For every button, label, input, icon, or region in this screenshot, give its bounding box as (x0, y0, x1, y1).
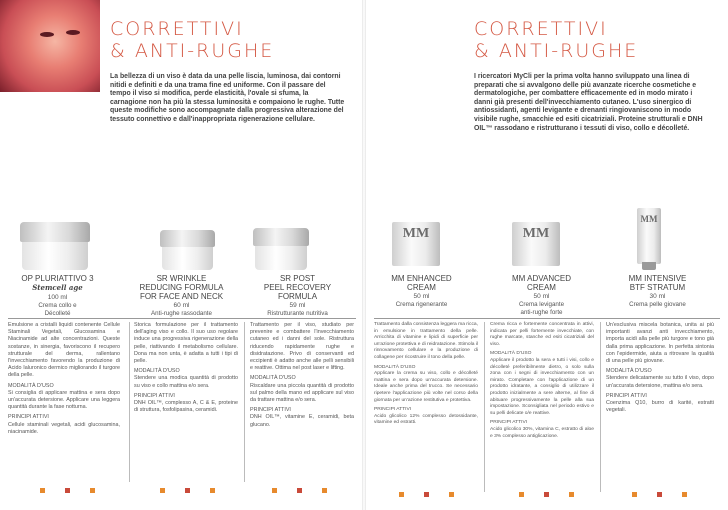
decor-square-icon (632, 492, 637, 497)
product-desc-line: anti-rughe forte (520, 308, 563, 316)
product-image-sr-post-peel (253, 228, 309, 270)
title-line1: CORRETTIVI (474, 18, 608, 40)
decor-square-icon (399, 492, 404, 497)
decor-square-icon (65, 488, 70, 493)
product-description-column (490, 322, 594, 440)
decor-square-icon (569, 492, 574, 497)
product-name-line: CREAM (407, 283, 436, 292)
product-name (600, 274, 715, 292)
use-heading: MODALITÀ D'USO (250, 375, 296, 382)
intro-paragraph: I ricercatori MyCli per la prima volta hanno sviluppato una linea di preparati che si avvalgono delle più avanzate ricerche cosmetiche e dermatologiche, per combattere efficacemente ed in modo mirato i danni già presenti dell'invecchiamento cutaneo. L'uso sinergico di antiossidanti, agenti levigante e drenanti ringiovaniscono in modo visibile rughe, smacchie ed esiti cicatriziali. Proteine strutturali e DNH OIL™ rassodano e ristrutturano i tessuti di viso, collo e décolleté. (474, 73, 703, 132)
decor-square-icon (657, 492, 662, 497)
decor-square-icon (519, 492, 524, 497)
decor-square-icon (185, 488, 190, 493)
active-heading: PRINCIPI ATTIVI (374, 407, 412, 413)
decor-square-icon (297, 488, 302, 493)
product-description-column (134, 322, 238, 414)
product-name-line: BTF STRATUM (629, 283, 686, 292)
decor-square-icon (210, 488, 215, 493)
product-name-line: OP PLURIATTIVO 3 (21, 274, 94, 283)
use-text: Riscaldare una piccola quantità di prodotto sul palmo della mano ed applicare sul viso da trattare mattina e/o sera. (250, 382, 354, 404)
title-line2: & ANTI-RUGHE (110, 40, 275, 62)
product-name (484, 274, 599, 292)
active-heading: PRINCIPI ATTIVI (134, 392, 175, 399)
product-name-line: SR WRINKLE (156, 274, 207, 283)
active-text: DNH OIL™, complesso A, C & E, proteine di struttura, fosfolipasina, ceramidi. (134, 400, 238, 414)
face-photo (0, 0, 100, 92)
use-heading: MODALITÀ D'USO (134, 368, 180, 375)
jar-lid (160, 230, 215, 247)
decor-square-icon (682, 492, 687, 497)
divider (374, 318, 720, 319)
active-text: DNH OIL™, vitamine E, ceramidi, beta glucano. (250, 414, 354, 428)
product-name (240, 274, 355, 301)
decor-square-icon (544, 492, 549, 497)
intro-text-left (110, 73, 345, 125)
active-heading: PRINCIPI ATTIVI (606, 392, 647, 399)
product-desc (0, 302, 115, 317)
product-image-mm-enhanced (392, 222, 440, 266)
product-name-line: SR POST (279, 274, 316, 283)
product-name-line: FOR FACE AND NECK (139, 292, 224, 301)
product-name-line: MM INTENSIVE (628, 274, 687, 283)
use-heading: MODALITÀ D'USO (8, 382, 54, 389)
product-paragraph: Un'esclusiva miscela botanica, unita ai più importanti avanzi anti invecchiamento, importa acidi alla pelle più turgore e tono già dalla prima applicazione. In perfetta sintonia con l'epidermide, aiuta a ritrovare la qualità di una pelle più giovane. (606, 322, 714, 365)
product-desc (124, 310, 239, 318)
intro-text-right (474, 73, 709, 133)
mm-logo: MM (640, 213, 658, 224)
product-paragraph: Crema ricca e fortemente concentrata in attivi, indicata per pelli fortemente invecchiate, con rughe marcate, stanche ed esiti cicatriziali del viso. (490, 322, 594, 347)
use-heading: MODALITÀ D'USO (606, 368, 652, 375)
product-paragraph: Trattamento per il viso, studiato per prevenire e combattere l'invecchiamento cutaneo ed i danni del sole. Ristruttura riducendo rapidamente rughe e disidratazione. Privo di conservanti ed eccipienti è adatto anche alle pelli sensibili e reattive. Ottima nel post laser e lifting. (250, 322, 354, 372)
product-description-column (374, 322, 478, 427)
jar-body (22, 242, 88, 270)
product-name (0, 274, 115, 292)
product-desc-line: Crema rigenerante (395, 301, 448, 308)
active-text: Acido glicolico 30%, vitamina C, estratto di aloe e 3% complesso antiglicazione. (490, 426, 594, 439)
decor-square-icon (449, 492, 454, 497)
product-paragraph: Storica formulazione per il trattamento dell'aging viso e collo. Il suo uso regolare induce una progressiva rigenerazione della pelle, riattivando il metabolismo cellulare. Dona ma non unta, è adatta a tutti i tipi di pelle. (134, 322, 238, 365)
product-image-mm-intensive (637, 208, 661, 264)
product-name-line: REDUCING FORMULA (139, 283, 224, 292)
product-image-mm-advanced (512, 222, 560, 266)
decor-square-icon (40, 488, 45, 493)
active-heading: PRINCIPI ATTIVI (8, 414, 49, 421)
use-text: Stendere delicatamente su tutto il viso, dopo un'accurata detersione, mattina e/o sera. (606, 375, 714, 389)
use-heading: MODALITÀ D'USO (374, 364, 416, 370)
product-size: 100 ml (47, 294, 68, 301)
jar-lid (20, 222, 90, 242)
product-paragraph: Trattamento dalla consistenza leggera ma ricca, in emulsione in trattamento della pelle. Arricchita di vitamine e lipidi di superficie per un'azione protettiva e di reidratazione. Stimola il rinnovamento cellulare e la produzione di collagene per ricostruire il tono della pelle. (374, 322, 478, 360)
jar-body (162, 247, 214, 270)
product-name (124, 274, 239, 301)
active-heading: PRINCIPI ATTIVI (490, 420, 528, 426)
jar-body (255, 246, 308, 270)
product-desc-line: Anti-rughe rassodante (151, 310, 212, 317)
product-name-line: MM ENHANCED (391, 274, 452, 283)
active-text: Coenzima Q10, burro di karité, estratti vegetali. (606, 400, 714, 414)
face-eye-icon (40, 32, 54, 37)
use-text: Applicare il prodotto la sera e tutti i visi, collo e décolleté preferibilmente dietro, o solo sulla zona con i segni di invecchiamento con un mirato. Completare con l'applicazione di un prodotto idratante, a consiglio di utilizzare il prodotto inizialmente a sere alterne, al fine di abituare progressivamente la pelle alla sua impostazione. Sconsigliata nel periodo estivo e su pelli delicate o/e reattive. (490, 357, 594, 416)
column-divider (600, 322, 601, 492)
product-description-column (250, 322, 354, 429)
title-line1: CORRETTIVI (110, 18, 244, 40)
product-size: 30 ml (649, 293, 666, 300)
decor-square-icon (272, 488, 277, 493)
product-desc-line: Crema levigante (518, 301, 565, 308)
right-page (364, 0, 728, 510)
use-heading: MODALITÀ D'USO (490, 351, 532, 357)
product-desc (364, 301, 479, 309)
product-description-column (606, 322, 714, 414)
product-desc-line: Crema pelle giovane (629, 301, 686, 308)
divider (8, 318, 356, 319)
column-divider (129, 322, 130, 482)
product-size: 50 ml (413, 293, 430, 300)
title-line2: & ANTI-RUGHE (474, 40, 639, 62)
product-desc-line: Décolleté (44, 309, 71, 317)
product-name-line: FORMULA (277, 292, 318, 301)
column-divider (244, 322, 245, 482)
active-text: Acido glicolico 12% complesso detossidante, vitamine ed estratti. (374, 413, 478, 426)
use-text: Si consiglia di applicare mattina e sera dopo un'accurata detersione. Applicare una leggera quantità durante la fase notturna. (8, 389, 120, 411)
product-image-op-pluriattivo (20, 222, 90, 270)
product-paragraph: Emulsione a cristalli liquidi contenente Cellule Staminali Vegetali, Glucosamina e Niacinamide ad alte concentrazioni. Queste sostanze, in sinergia, favoriscono il recupero strutturale del derma, rallentano l'invecchiamento favorendo la produzione di Acido Ialuronico dermico migliorando il turgore della pelle. (8, 322, 120, 379)
product-desc (240, 310, 355, 318)
bottle-cap (642, 262, 656, 270)
product-size: 59 ml (289, 302, 306, 309)
jar-lid (253, 228, 309, 246)
product-image-sr-wrinkle (160, 230, 215, 270)
use-text: Applicare la crema su viso, collo e décolleté mattina e sera dopo un'accurata detersione. Ideale anche prima del trucco. Se necessario ripetere l'applicazione più volte nel corso della giornata per un'azione restitutiva e protettiva. (374, 371, 478, 403)
product-name-line: Stemcell age (32, 283, 83, 292)
product-size: 60 ml (173, 302, 190, 309)
product-description-column (8, 322, 120, 436)
mm-logo: MM (402, 226, 430, 242)
product-desc (600, 301, 715, 309)
page-title-right (474, 18, 638, 62)
product-name (364, 274, 479, 292)
product-name-line: PEEL RECOVERY (263, 283, 332, 292)
decor-square-icon (322, 488, 327, 493)
face-eye-icon (66, 30, 80, 35)
product-desc-line: Crema collo e (38, 302, 77, 309)
page-title-left (110, 18, 274, 62)
use-text: Stendere una modica quantità di prodotto su viso e collo mattina e/o sera. (134, 375, 238, 389)
product-name-line: CREAM (527, 283, 556, 292)
intro-paragraph: La bellezza di un viso è data da una pelle liscia, luminosa, dai contorni nitidi e definiti e da una trama fine ed uniforme. Con il passare del tempo il viso si modifica, perde elasticità, l'ovale si sfuma, la carnagione non ha più la stessa luminosità e compaiono le rughe. Tutte queste modifiche sono accompagnate dalla progressiva alterazione del tessuto connettivo e dall'inappropriata rigenerazione cellulare. (110, 73, 345, 123)
decor-square-icon (424, 492, 429, 497)
column-divider (484, 322, 485, 492)
mm-logo: MM (522, 226, 550, 242)
decor-square-icon (90, 488, 95, 493)
product-name-line: MM ADVANCED (512, 274, 571, 283)
decor-square-icon (160, 488, 165, 493)
active-text: Cellule staminali vegetali, acidi glucosamina, niacinamide. (8, 421, 120, 435)
active-heading: PRINCIPI ATTIVI (250, 407, 291, 414)
product-desc (484, 301, 599, 316)
product-size: 50 ml (533, 293, 550, 300)
product-desc-line: Ristrutturante nutritiva (267, 310, 328, 317)
